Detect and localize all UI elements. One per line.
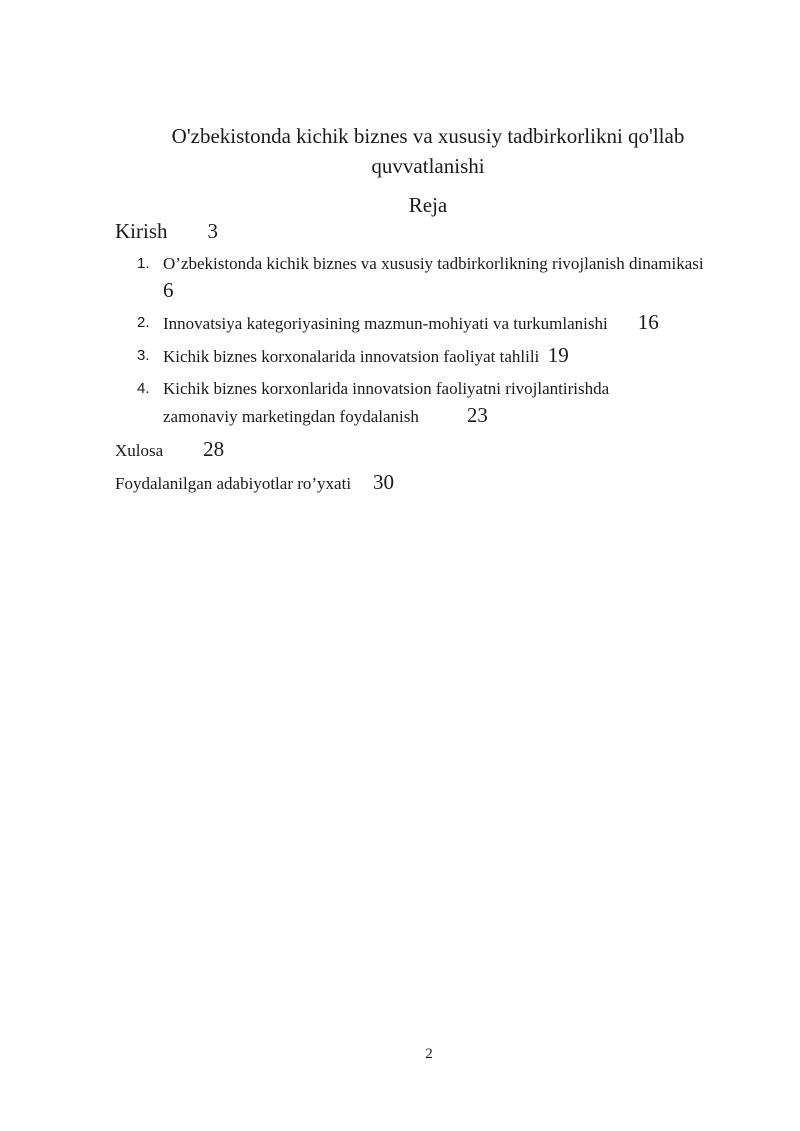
toc-item-text: Kichik biznes korxonalarida innovatsion faoliyat tahlili <box>163 347 540 366</box>
toc-intro-page: 3 <box>207 219 218 243</box>
toc-item-page: 23 <box>466 403 488 427</box>
toc-intro <box>115 217 218 245</box>
toc-item-3 <box>137 342 717 370</box>
toc-item-page: 19 <box>547 343 569 367</box>
toc-conclusion-label: Xulosa <box>115 441 164 460</box>
toc-item-text: Innovatsiya kategoriyasining mazmun-mohiyati va turkumlanishi <box>163 314 608 333</box>
toc-item-2 <box>137 309 717 337</box>
toc-item-text: Kichik biznes korxonlarida innovatsion faoliyatni rivojlantirishda zamonaviy marketingdan foydalanish <box>163 379 610 426</box>
toc-bibliography <box>115 469 394 497</box>
toc-item-text: O’zbekistonda kichik biznes va xususiy tadbirkorlikning rivojlanish dinamikasi <box>163 254 704 273</box>
toc-bibliography-label: Foydalanilgan adabiyotlar ro’yxati <box>115 474 352 493</box>
document-title: O'zbekistonda kichik biznes va xususiy tadbirkorlikni qo'llab quvvatlanishi <box>171 124 685 178</box>
toc-item-number: 3. <box>137 347 150 364</box>
toc-conclusion <box>115 436 224 464</box>
toc-item-1 <box>137 250 717 305</box>
page-number: 2 <box>425 1046 433 1062</box>
toc-item-4 <box>137 375 677 430</box>
toc-item-number: 2. <box>137 314 150 331</box>
toc-item-page: 6 <box>163 278 174 302</box>
toc-conclusion-page: 28 <box>203 437 225 461</box>
toc-bibliography-page: 30 <box>373 470 395 494</box>
plan-heading: Reja <box>408 193 448 217</box>
toc-intro-label: Kirish <box>115 219 168 243</box>
toc-item-number: 1. <box>137 255 150 272</box>
toc-item-page: 16 <box>637 310 659 334</box>
toc-item-number: 4. <box>137 380 150 397</box>
